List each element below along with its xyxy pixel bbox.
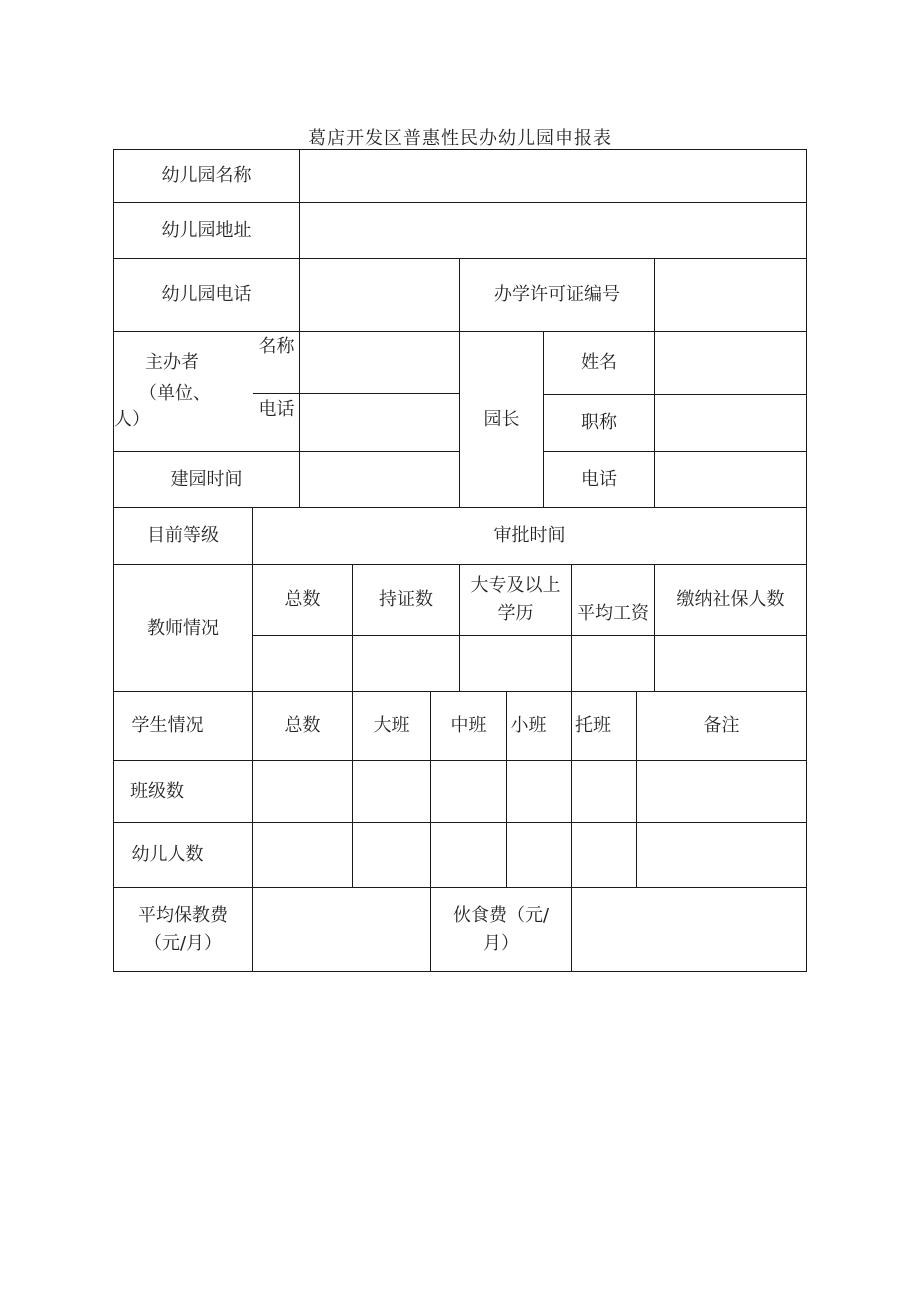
label-sponsor-line1: 主办者 <box>145 352 199 373</box>
child-count-small-field[interactable] <box>507 823 571 887</box>
label-founded-time: 建园时间 <box>170 468 243 490</box>
child-count-total-field[interactable] <box>253 823 352 887</box>
kindergarten-phone-field[interactable] <box>300 259 459 331</box>
teacher-header-college <box>460 565 571 635</box>
label-average-fee <box>114 888 252 971</box>
label-director-name: 姓名 <box>581 352 617 373</box>
class-count-big-field[interactable] <box>353 761 430 822</box>
label-sponsor-line2: （单位、 <box>139 383 211 404</box>
label-license-number: 办学许可证编号 <box>494 284 620 305</box>
label-class-count: 班级数 <box>130 780 184 802</box>
label-meal-fee <box>431 888 571 971</box>
label-kindergarten-phone: 幼儿园电话 <box>161 284 252 305</box>
teacher-header-college-line2: 学历 <box>497 603 534 624</box>
director-phone-field[interactable] <box>655 452 806 507</box>
label-sponsor-name: 名称 <box>258 336 295 357</box>
class-count-small-field[interactable] <box>507 761 571 822</box>
sponsor-name-field[interactable] <box>300 332 459 393</box>
table-border-right <box>806 149 807 972</box>
founded-time-field[interactable] <box>300 452 459 507</box>
meal-fee-field[interactable] <box>572 888 806 971</box>
teacher-header-certified: 持证数 <box>379 589 433 610</box>
director-title-field[interactable] <box>655 395 806 451</box>
label-kindergarten-address: 幼儿园地址 <box>161 219 252 241</box>
label-sponsor-line3: 人） <box>114 409 150 430</box>
student-header-nursery-class: 托班 <box>575 715 611 736</box>
student-header-small-class: 小班 <box>510 715 547 736</box>
director-name-field[interactable] <box>655 332 806 394</box>
label-current-grade: 目前等级 <box>147 525 219 546</box>
student-header-remark: 备注 <box>703 715 740 736</box>
teacher-header-insured: 缴纳社保人数 <box>676 589 785 610</box>
average-fee-field[interactable] <box>253 888 430 971</box>
label-meal-fee-line1: 伙食费（元/ <box>452 904 550 926</box>
teacher-header-salary: 平均工资 <box>577 602 649 624</box>
label-teachers: 教师情况 <box>147 618 219 639</box>
kindergarten-address-field[interactable] <box>300 203 806 258</box>
sponsor-phone-field[interactable] <box>300 394 459 451</box>
label-child-count: 幼儿人数 <box>131 844 204 865</box>
kindergarten-name-field[interactable] <box>300 150 806 202</box>
teacher-salary-field[interactable] <box>572 636 654 691</box>
label-director: 园长 <box>483 408 520 430</box>
form-title: 葛店开发区普惠性民办幼儿园申报表 <box>308 128 612 149</box>
teacher-header-total: 总数 <box>284 589 321 610</box>
label-average-fee-line2: （元/月） <box>143 932 223 954</box>
label-director-phone: 电话 <box>581 468 617 490</box>
student-header-big-class: 大班 <box>373 715 410 736</box>
license-number-field[interactable] <box>655 259 806 331</box>
child-count-nursery-field[interactable] <box>572 823 636 887</box>
student-header-total: 总数 <box>284 715 321 736</box>
teacher-insured-field[interactable] <box>655 636 806 691</box>
label-average-fee-line1: 平均保教费 <box>138 904 228 926</box>
label-meal-fee-line2: 月） <box>483 932 519 954</box>
teacher-total-field[interactable] <box>253 636 352 691</box>
child-count-big-field[interactable] <box>353 823 430 887</box>
class-count-remark-field[interactable] <box>637 761 806 822</box>
label-sponsor-phone: 电话 <box>258 399 295 420</box>
teacher-header-college-line1: 大专及以上 <box>470 575 561 596</box>
label-students: 学生情况 <box>131 715 204 736</box>
class-count-middle-field[interactable] <box>431 761 506 822</box>
student-header-middle-class: 中班 <box>450 715 487 736</box>
class-count-nursery-field[interactable] <box>572 761 636 822</box>
teacher-college-field[interactable] <box>460 636 571 691</box>
child-count-remark-field[interactable] <box>637 823 806 887</box>
class-count-total-field[interactable] <box>253 761 352 822</box>
child-count-middle-field[interactable] <box>431 823 506 887</box>
label-kindergarten-name: 幼儿园名称 <box>161 165 252 186</box>
label-director-title: 职称 <box>581 412 617 433</box>
label-approval-time: 审批时间 <box>493 525 566 546</box>
teacher-certified-field[interactable] <box>353 636 459 691</box>
table-border-bottom <box>113 971 807 972</box>
